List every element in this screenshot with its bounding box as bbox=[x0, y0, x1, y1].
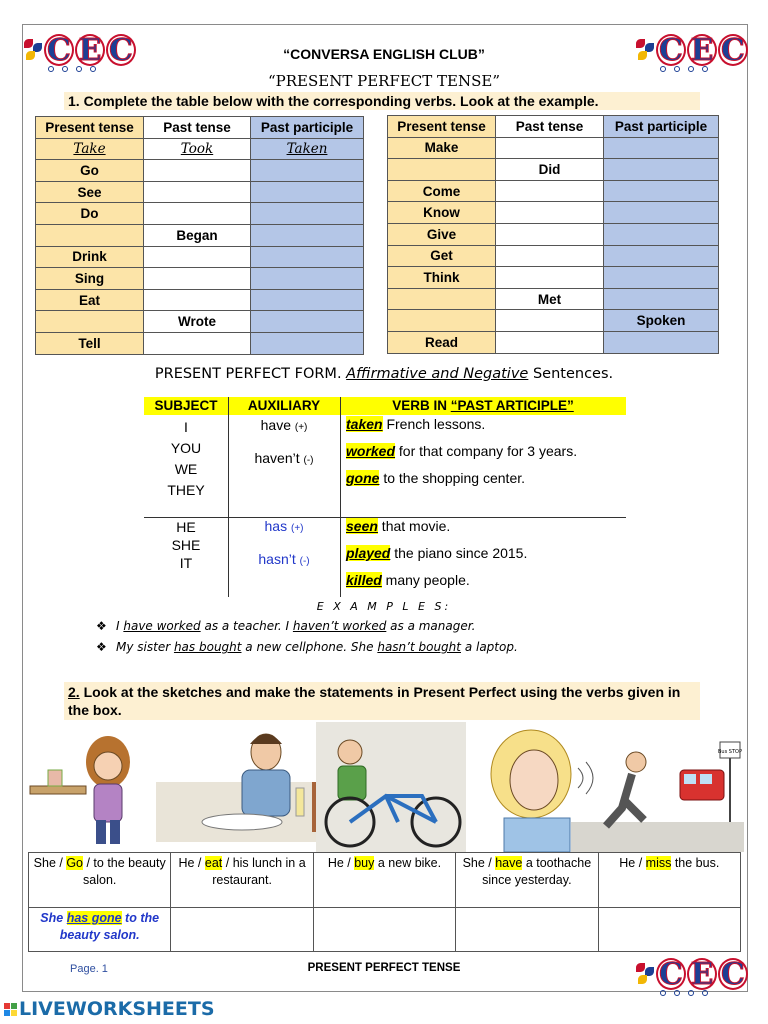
sentence-rest: that movie. bbox=[377, 518, 451, 534]
liveworksheets-label: LIVEWORKSHEETS bbox=[19, 998, 215, 1020]
present-tense-cell: Drink bbox=[36, 246, 144, 268]
past-tense-cell: Wrote bbox=[144, 311, 251, 333]
prompt-rest: a toothache since yesterday. bbox=[482, 856, 592, 887]
subject-he: HE bbox=[176, 519, 196, 535]
answer-text: She bbox=[40, 911, 67, 925]
aux-havent bbox=[228, 450, 340, 466]
past-participle-cell[interactable] bbox=[251, 246, 364, 268]
sentence-rest: the piano since 2015. bbox=[390, 545, 528, 561]
logo-letter: E bbox=[687, 34, 717, 66]
present-tense-cell: Give bbox=[388, 223, 496, 245]
answer-cell-3[interactable] bbox=[313, 908, 455, 952]
present-tense-cell: Come bbox=[388, 180, 496, 202]
present-tense-cell: Eat bbox=[36, 289, 144, 311]
aux-have-text: have bbox=[260, 417, 291, 433]
sentence-plural-2 bbox=[346, 443, 577, 459]
logo-letter: C bbox=[656, 34, 686, 66]
prompt-cell-3 bbox=[313, 853, 455, 908]
answer-verb: has gone bbox=[66, 911, 122, 925]
form-title-prefix: PRESENT PERFECT FORM. bbox=[154, 366, 347, 382]
logo-letter: C bbox=[106, 34, 136, 66]
past-participle-cell[interactable] bbox=[251, 332, 364, 354]
sentence-singular-1 bbox=[346, 518, 450, 534]
verb-header-prefix: VERB IN bbox=[392, 398, 451, 413]
minus-sign: (-) bbox=[299, 556, 310, 567]
verb-row bbox=[388, 159, 719, 181]
example-verb: has bought bbox=[173, 640, 242, 654]
diamond-bullet-icon: ❖ bbox=[96, 619, 107, 633]
man-eating-sketch bbox=[156, 734, 326, 842]
past-participle-cell[interactable] bbox=[604, 267, 719, 289]
grammar-table bbox=[144, 397, 626, 597]
prompt-rest: a new bike. bbox=[374, 856, 442, 870]
worksheet-title: “PRESENT PERFECT TENSE” bbox=[267, 72, 501, 90]
present-tense-cell: Go bbox=[36, 160, 144, 182]
past-tense-cell[interactable] bbox=[144, 268, 251, 290]
present-tense-cell: Take bbox=[36, 138, 144, 160]
example-verb: hasn’t bought bbox=[377, 640, 461, 654]
footer-title: PRESENT PERFECT TENSE bbox=[307, 962, 461, 974]
man-running-bus-sketch bbox=[571, 742, 744, 852]
verb-row bbox=[388, 310, 719, 332]
sentence-singular-3 bbox=[346, 572, 470, 588]
prompt-cell-2 bbox=[171, 853, 313, 908]
aux-hasnt-text: hasn’t bbox=[258, 551, 296, 567]
prompt-cell-1 bbox=[29, 853, 171, 908]
verb-table-right bbox=[387, 115, 719, 354]
present-tense-cell: Know bbox=[388, 202, 496, 224]
past-tense-cell[interactable] bbox=[144, 203, 251, 225]
verb-row bbox=[36, 268, 364, 290]
verb-row bbox=[36, 311, 364, 333]
past-participle-cell[interactable] bbox=[251, 181, 364, 203]
subject-she: SHE bbox=[171, 537, 201, 553]
past-tense-cell[interactable] bbox=[144, 160, 251, 182]
prompt-subject: He / bbox=[327, 856, 355, 870]
header-past-tense: Past tense bbox=[144, 117, 251, 139]
example-line-2 bbox=[96, 640, 518, 654]
present-tense-cell[interactable] bbox=[388, 288, 496, 310]
past-tense-cell[interactable] bbox=[496, 331, 604, 353]
prompt-verb: eat bbox=[204, 856, 223, 870]
past-participle: taken bbox=[346, 416, 383, 432]
aux-hasnt bbox=[228, 551, 340, 567]
logo-letter: C bbox=[718, 958, 748, 990]
past-participle-cell[interactable] bbox=[251, 203, 364, 225]
verb-row bbox=[36, 332, 364, 354]
subjects-singular bbox=[144, 518, 228, 572]
prompt-verb: miss bbox=[645, 856, 672, 870]
verb-row bbox=[388, 223, 719, 245]
girl-hair-sketch bbox=[30, 736, 130, 844]
past-tense-cell[interactable] bbox=[496, 223, 604, 245]
example-text: a new cellphone. She bbox=[241, 640, 378, 654]
past-participle-cell[interactable] bbox=[251, 289, 364, 311]
verb-row bbox=[388, 245, 719, 267]
past-tense-cell: Took bbox=[144, 138, 251, 160]
plus-sign: (+) bbox=[290, 523, 304, 534]
past-participle-cell[interactable] bbox=[604, 159, 719, 181]
logo-letter: E bbox=[75, 34, 105, 66]
exercise2-number: 2. bbox=[68, 684, 80, 700]
prompt-cell-4 bbox=[456, 853, 598, 908]
verb-row bbox=[36, 289, 364, 311]
past-participle-cell[interactable] bbox=[604, 223, 719, 245]
minus-sign: (-) bbox=[303, 455, 314, 466]
past-tense-cell[interactable] bbox=[496, 245, 604, 267]
liveworksheets-brand[interactable] bbox=[4, 998, 215, 1020]
past-tense-cell: Did bbox=[496, 159, 604, 181]
page-number: Page. 1 bbox=[70, 963, 108, 975]
answer-cell-1[interactable] bbox=[29, 908, 171, 952]
header-past-participle: Past participle bbox=[251, 117, 364, 139]
subject-we: WE bbox=[174, 461, 198, 477]
prompt-subject: She / bbox=[33, 856, 67, 870]
past-participle-cell[interactable] bbox=[251, 311, 364, 333]
answer-1 bbox=[40, 911, 159, 942]
verb-row bbox=[388, 180, 719, 202]
prompt-subject: He / bbox=[619, 856, 646, 870]
examples-title: E X A M P L E S: bbox=[316, 600, 452, 613]
prompt-subject: He / bbox=[178, 856, 205, 870]
past-tense-cell[interactable] bbox=[496, 310, 604, 332]
example-text: as a manager. bbox=[386, 619, 476, 633]
prompt-subject: She / bbox=[462, 856, 496, 870]
header-past-tense: Past tense bbox=[496, 116, 604, 138]
subject-i: I bbox=[184, 419, 188, 435]
form-title-emphasis: Affirmative and Negative bbox=[346, 366, 529, 382]
present-tense-cell: Tell bbox=[36, 332, 144, 354]
ceo-logo-footer bbox=[636, 954, 749, 994]
past-tense-cell[interactable] bbox=[144, 332, 251, 354]
auxiliary-header: AUXILIARY bbox=[228, 397, 340, 415]
verb-row bbox=[388, 202, 719, 224]
past-participle-cell[interactable] bbox=[251, 224, 364, 246]
aux-havent-text: haven’t bbox=[254, 450, 300, 466]
answers-table bbox=[28, 852, 741, 952]
past-participle-cell[interactable] bbox=[604, 137, 719, 159]
verb-row bbox=[36, 203, 364, 225]
plus-sign: (+) bbox=[294, 422, 308, 433]
past-tense-cell: Began bbox=[144, 224, 251, 246]
past-participle-cell[interactable] bbox=[604, 288, 719, 310]
liveworksheets-logo-icon bbox=[4, 1003, 17, 1016]
present-tense-cell: See bbox=[36, 181, 144, 203]
past-participle: played bbox=[346, 545, 391, 561]
past-tense-cell[interactable] bbox=[496, 202, 604, 224]
example-text: My sister bbox=[116, 640, 174, 654]
answer-cell-2[interactable] bbox=[171, 908, 313, 952]
prompt-verb: have bbox=[495, 856, 523, 870]
prompt-verb: Go bbox=[66, 856, 84, 870]
past-participle: worked bbox=[346, 443, 396, 459]
logo-letter: E bbox=[687, 958, 717, 990]
sentence-singular-2 bbox=[346, 545, 527, 561]
past-tense-cell[interactable] bbox=[496, 267, 604, 289]
sentence-plural-1 bbox=[346, 416, 485, 432]
header-present-tense: Present tense bbox=[36, 117, 144, 139]
aux-has-text: has bbox=[264, 518, 288, 534]
present-tense-cell[interactable] bbox=[36, 311, 144, 333]
aux-have bbox=[228, 417, 340, 433]
verb-table-left bbox=[35, 116, 364, 355]
past-participle-cell[interactable] bbox=[604, 245, 719, 267]
past-participle-cell: Spoken bbox=[604, 310, 719, 332]
past-participle-cell[interactable] bbox=[251, 268, 364, 290]
diamond-bullet-icon: ❖ bbox=[96, 640, 107, 654]
answer-cell-4[interactable] bbox=[456, 908, 598, 952]
verb-header bbox=[340, 397, 626, 415]
present-tense-cell: Read bbox=[388, 331, 496, 353]
logo-letter: C bbox=[44, 34, 74, 66]
verb-row bbox=[36, 224, 364, 246]
past-participle: gone bbox=[346, 470, 380, 486]
logo-letter: C bbox=[718, 34, 748, 66]
verb-row bbox=[388, 267, 719, 289]
past-participle-cell[interactable] bbox=[604, 331, 719, 353]
verb-row bbox=[36, 160, 364, 182]
prompt-rest: / to the beauty salon. bbox=[83, 856, 166, 887]
verb-row bbox=[36, 181, 364, 203]
past-participle: seen bbox=[346, 518, 378, 534]
prompt-rest: the bus. bbox=[671, 856, 720, 870]
answer-text: to the beauty salon. bbox=[59, 911, 160, 942]
verb-header-quoted: “PAST ARTICIPLE” bbox=[450, 398, 574, 413]
example-verb: haven’t worked bbox=[292, 619, 387, 633]
present-tense-cell: Think bbox=[388, 267, 496, 289]
bus-stop-sign-label: Bus STOP bbox=[718, 749, 742, 755]
sentence-plural-3 bbox=[346, 470, 525, 486]
prompt-verb: buy bbox=[354, 856, 375, 870]
subjects-plural bbox=[144, 417, 228, 501]
form-title-suffix: Sentences. bbox=[528, 366, 614, 382]
sentence-rest: to the shopping center. bbox=[379, 470, 526, 486]
exercise1-instruction: 1. Complete the table below with the corresponding verbs. Look at the example. bbox=[64, 92, 700, 110]
sentence-rest: for that company for 3 years. bbox=[395, 443, 578, 459]
header-past-participle: Past participle bbox=[604, 116, 719, 138]
header-present-tense: Present tense bbox=[388, 116, 496, 138]
past-participle-cell: Taken bbox=[251, 138, 364, 160]
past-participle-cell[interactable] bbox=[604, 202, 719, 224]
example-verb: have worked bbox=[123, 619, 201, 633]
past-tense-cell[interactable] bbox=[144, 181, 251, 203]
subject-it: IT bbox=[179, 555, 193, 571]
exercise2-text: Look at the sketches and make the statements in Present Perfect using the verbs given in the box. bbox=[68, 684, 681, 718]
past-tense-cell: Met bbox=[496, 288, 604, 310]
pinwheel-icon bbox=[636, 963, 654, 985]
past-tense-cell[interactable] bbox=[496, 137, 604, 159]
present-tense-cell: Get bbox=[388, 245, 496, 267]
past-tense-cell[interactable] bbox=[144, 289, 251, 311]
logo-letter: C bbox=[656, 958, 686, 990]
present-tense-cell[interactable] bbox=[388, 310, 496, 332]
example-text: as a teacher. I bbox=[200, 619, 293, 633]
past-participle: killed bbox=[346, 572, 382, 588]
aux-has bbox=[228, 518, 340, 534]
verb-row bbox=[36, 246, 364, 268]
verb-row bbox=[36, 138, 364, 160]
club-title: “CONVERSA ENGLISH CLUB” bbox=[283, 46, 485, 62]
exercise2-instruction bbox=[64, 682, 700, 720]
subject-header: SUBJECT bbox=[144, 397, 228, 415]
verb-row bbox=[388, 137, 719, 159]
sentence-rest: many people. bbox=[381, 572, 470, 588]
present-tense-cell: Sing bbox=[36, 268, 144, 290]
subject-they: THEY bbox=[167, 482, 205, 498]
verb-row bbox=[388, 288, 719, 310]
past-tense-cell[interactable] bbox=[496, 180, 604, 202]
past-tense-cell[interactable] bbox=[144, 246, 251, 268]
verb-row bbox=[388, 331, 719, 353]
present-tense-cell: Make bbox=[388, 137, 496, 159]
prompt-cell-5 bbox=[598, 853, 740, 908]
example-text: I bbox=[116, 619, 124, 633]
present-tense-cell[interactable] bbox=[388, 159, 496, 181]
present-tense-cell: Do bbox=[36, 203, 144, 225]
sentence-rest: French lessons. bbox=[382, 416, 486, 432]
example-line-1 bbox=[96, 619, 475, 633]
past-participle-cell[interactable] bbox=[604, 180, 719, 202]
prompt-rest: / his lunch in a restaurant. bbox=[212, 856, 306, 887]
sketches-illustration bbox=[26, 722, 744, 852]
present-tense-cell[interactable] bbox=[36, 224, 144, 246]
example-text: a laptop. bbox=[461, 640, 518, 654]
answer-cell-5[interactable] bbox=[598, 908, 740, 952]
subject-you: YOU bbox=[170, 440, 202, 456]
form-section-title bbox=[0, 366, 768, 382]
past-participle-cell[interactable] bbox=[251, 160, 364, 182]
boy-bike-sketch bbox=[316, 722, 466, 852]
